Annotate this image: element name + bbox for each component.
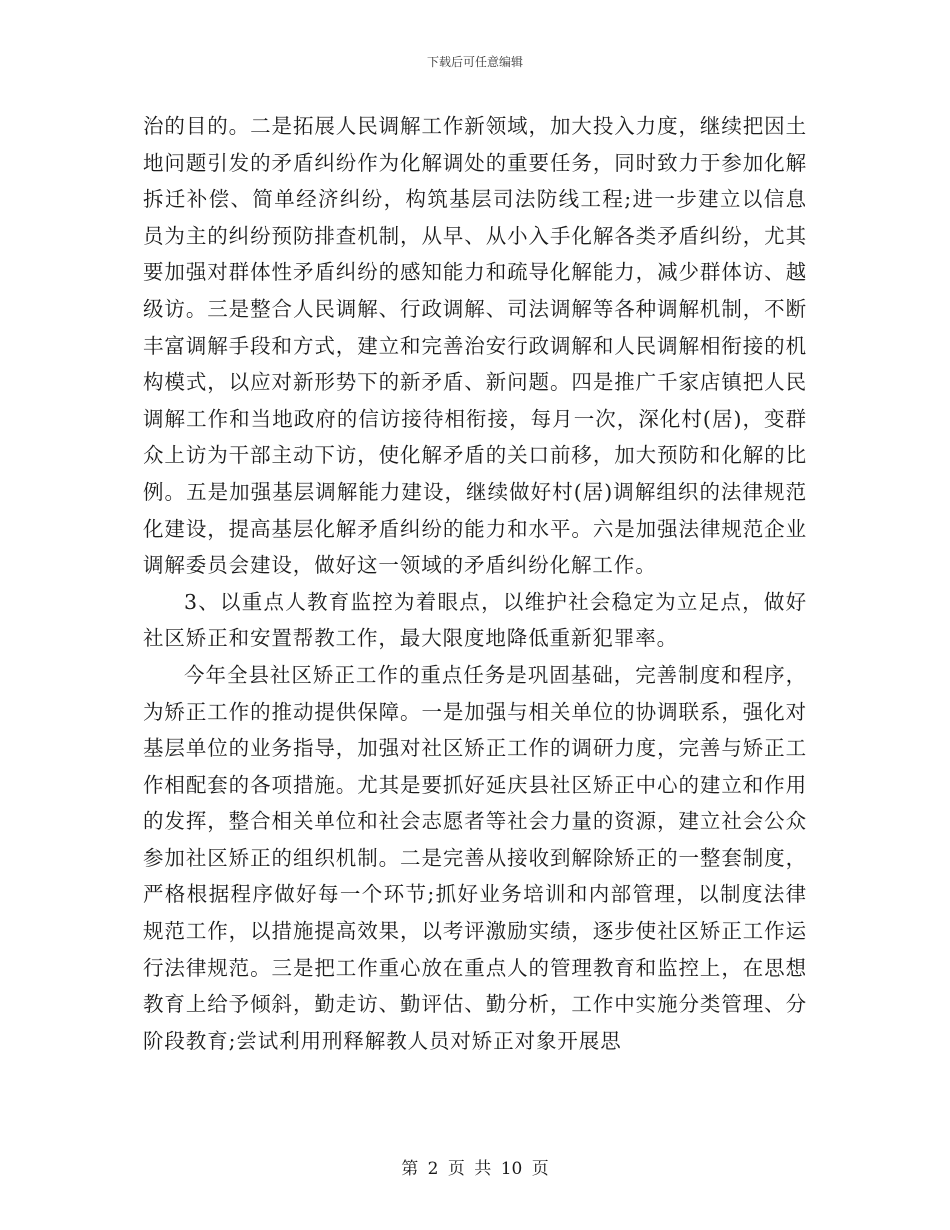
paragraph-correction-work: 今年全县社区矫正工作的重点任务是巩固基础，完善制度和程序，为矫正工作的推动提供保障。一是加强与相关单位的协调联系，强化对基层单位的业务指导，加强对社区矫正工作的调研力度，完善与矫正工作相配套的各项措施。尤其是要抓好延庆县社区矫正中心的建立和作用的发挥，整合相关单位和社会志愿者等社会力量的资源，建立社会公众参加社区矫正的组织机制。二是完善从接收到解除矫正的一整套制度，严格根据程序做好每一个环节;抓好业务培训和内部管理，以制度法律规范工作，以措施提高效果，以考评激励实绩，逐步使社区矫正工作运行法律规范。三是把工作重心放在重点人的管理教育和监控上，在思想教育上给予倾斜，勤走访、勤评估、勤分析，工作中实施分类管理、分阶段教育;尝试利用刑释解教人员对矫正对象开展思	[143, 662, 807, 1053]
paragraph-continuation: 治的目的。二是拓展人民调解工作新领域，加大投入力度，继续把因土地问题引发的矛盾纠纷作为化解调处的重要任务，同时致力于参加化解拆迁补偿、简单经济纠纷，构筑基层司法防线工程;进一步建立以信息员为主的纠纷预防排查机制，从早、从小入手化解各类矛盾纠纷，尤其要加强对群体性矛盾纠纷的感知能力和疏导化解能力，减少群体访、越级访。三是整合人民调解、行政调解、司法调解等各种调解机制，不断丰富调解手段和方式，建立和完善治安行政调解和人民调解相衔接的机构模式，以应对新形势下的新矛盾、新问题。四是推广千家店镇把人民调解工作和当地政府的信访接待相衔接，每月一次，深化村(居)，变群众上访为干部主动下访，使化解矛盾的关口前移，加大预防和化解的比例。五是加强基层调解能力建设，继续做好村(居)调解组织的法律规范化建设，提高基层化解矛盾纠纷的能力和水平。六是加强法律规范企业调解委员会建设，做好这一领域的矛盾纠纷化解工作。	[143, 114, 807, 578]
document-body	[143, 108, 807, 1059]
header-note: 下载后可任意编辑	[426, 55, 523, 69]
paragraph-heading-3: 3、以重点人教育监控为着眼点，以维护社会稳定为立足点，做好社区矫正和安置帮教工作，最大限度地降低重新犯罪率。	[143, 589, 807, 651]
page-number-footer: 第 2 页 共 10 页	[401, 1159, 549, 1179]
